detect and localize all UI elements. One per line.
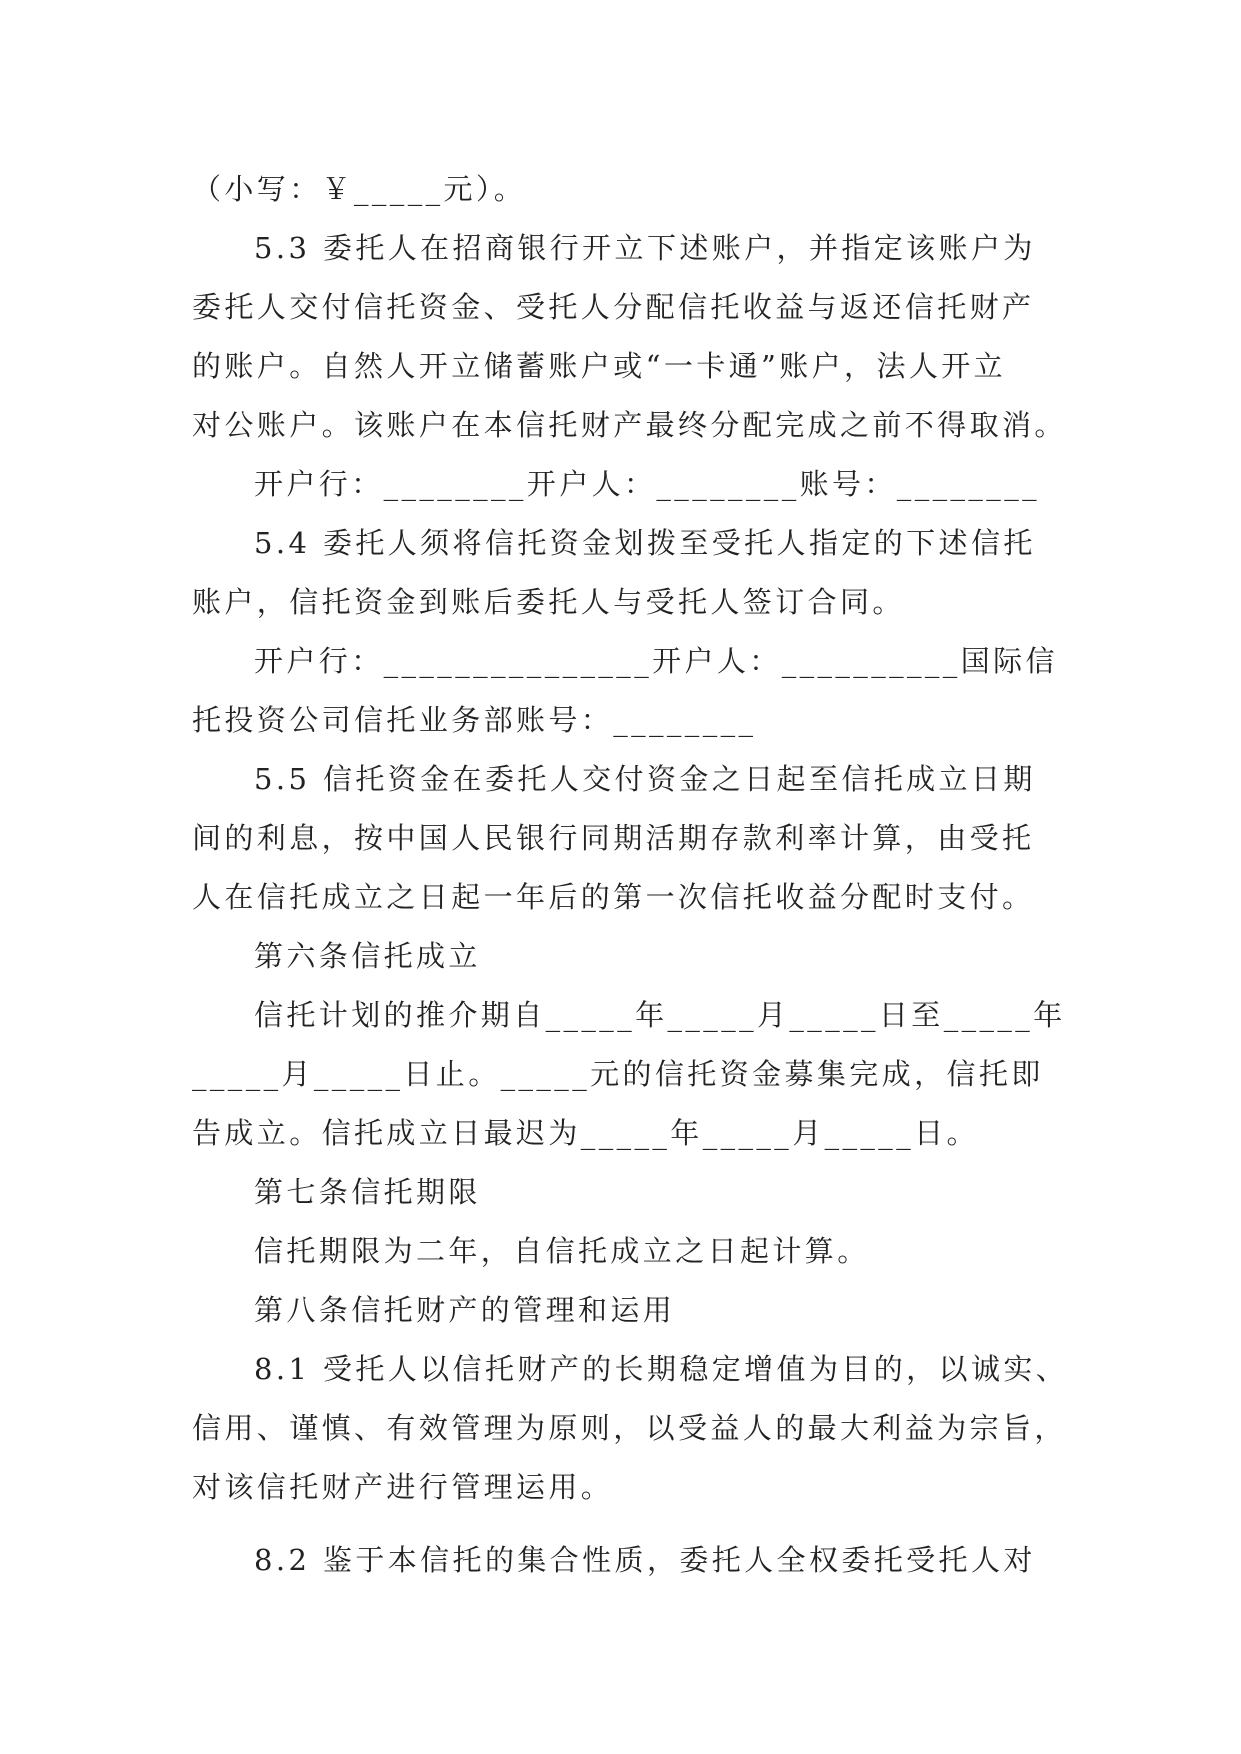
text-line: 间的利息，按中国人民银行同期活期存款利率计算，由受托 — [192, 821, 1035, 855]
trust-term-line: 信托期限为二年，自信托成立之日起计算。 — [254, 1234, 870, 1268]
account-info-line: 开户行：________开户人：________账号：________ — [254, 467, 1041, 501]
article-7-heading: 第七条信托期限 — [254, 1175, 481, 1209]
article-8-heading: 第八条信托财产的管理和运用 — [254, 1293, 676, 1327]
text-line: 对公账户。该账户在本信托财产最终分配完成之前不得取消。 — [192, 408, 1067, 442]
clause-5-3-line: 5.3 委托人在招商银行开立下述账户，并指定该账户为 — [254, 231, 1036, 265]
clause-5-5-line: 5.5 信托资金在委托人交付资金之日起至信托成立日期 — [254, 762, 1036, 796]
paragraph-gap — [192, 1517, 1052, 1531]
text-line: 告成立。信托成立日最迟为_____年_____月_____日。 — [192, 1116, 979, 1150]
text-line: 人在信托成立之日起一年后的第一次信托收益分配时支付。 — [192, 880, 1035, 914]
text-line: （小写：￥_____元）。 — [192, 172, 527, 206]
clause-5-4-line: 5.4 委托人须将信托资金划拨至受托人指定的下述信托 — [254, 526, 1036, 560]
text-line: 的账户。自然人开立储蓄账户或“一卡通”账户，法人开立 — [192, 349, 1007, 383]
text-line: 托投资公司信托业务部账号：________ — [192, 703, 757, 737]
text-line: 信用、谨慎、有效管理为原则，以受益人的最大利益为宗旨， — [192, 1411, 1067, 1445]
text-line: 委托人交付信托资金、受托人分配信托收益与返还信托财产 — [192, 290, 1035, 324]
text-line: 对该信托财产进行管理运用。 — [192, 1470, 614, 1504]
text-line: _____月_____日止。_____元的信托资金募集完成，信托即 — [192, 1057, 1044, 1091]
text-line: 账户，信托资金到账后委托人与受托人签订合同。 — [192, 585, 905, 619]
promotion-period-line: 信托计划的推介期自_____年_____月_____日至_____年 — [254, 998, 1066, 1032]
clause-8-2-line: 8.2 鉴于本信托的集合性质，委托人全权委托受托人对 — [254, 1543, 1036, 1577]
article-6-heading: 第六条信托成立 — [254, 939, 481, 973]
clause-8-1-line: 8.1 受托人以信托财产的长期稳定增值为目的，以诚实、 — [254, 1352, 1069, 1386]
trust-account-line: 开户行：_______________开户人：__________国际信 — [254, 644, 1058, 678]
document-body — [192, 160, 1069, 1590]
